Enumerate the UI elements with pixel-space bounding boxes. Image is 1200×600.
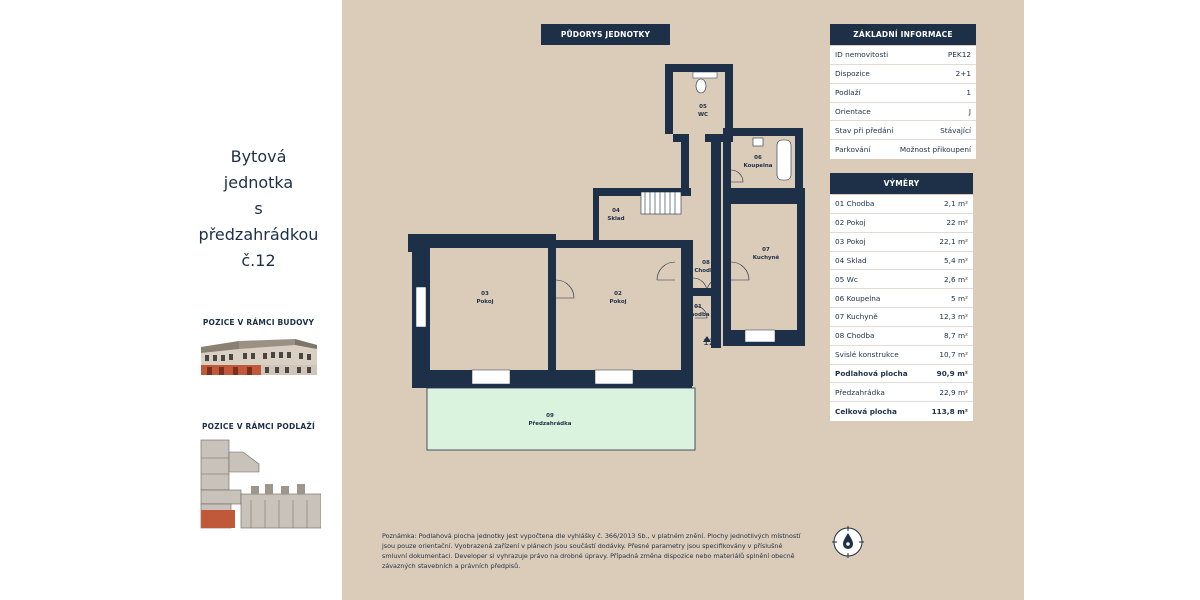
unit-number-label: 12 (703, 338, 715, 348)
row-label: 02 Pokoj (835, 218, 866, 228)
room-04-number: 04 (612, 208, 620, 214)
table-row (830, 233, 973, 252)
table-row (830, 46, 976, 65)
footnote: Poznámka: Podlahová plocha jednotky jest vypočtena dle vyhlášky č. 366/2013 Sb., v platném znění. Plochy jednotlivých místností jsou pouze orientační. Vyobrazená zařízení v plánech jsou součástí dodávky. Přesné parametry jsou specifikovány v příslušné smluvní dokumentaci. Developer si vyhrazuje právo na drobné úpravy. Případná změna dispozice nebo materiálů splnění obecně závazných stavebních a právních předpisů. (382, 532, 801, 570)
table-row (830, 252, 973, 271)
row-value: Stávající (940, 125, 971, 135)
row-value: 113,8 m² (931, 407, 968, 417)
table-row (830, 402, 973, 421)
row-value: 22,1 m² (939, 237, 968, 247)
room-07-name: Kuchyně (752, 255, 780, 261)
unit-title (175, 144, 342, 274)
table-row (830, 214, 973, 233)
row-value: 10,7 m² (939, 350, 968, 360)
row-label: Celková plocha (835, 407, 897, 417)
room-06-name: Koupelna (743, 163, 773, 169)
row-value: 1 (966, 88, 971, 98)
table-row (830, 383, 973, 402)
room-01-number: 01 (694, 304, 702, 310)
row-value: Možnost přikoupení (899, 145, 971, 155)
row-label: Dispozice (835, 69, 870, 79)
row-value: 12,3 m² (939, 312, 968, 322)
table-row (830, 84, 976, 103)
row-label: Stav při předání (835, 125, 894, 135)
room-04-name: Sklad (607, 216, 625, 222)
table-row (830, 308, 973, 327)
unit-title-line: předzahrádkou (198, 225, 319, 244)
row-label: 04 Sklad (835, 255, 867, 265)
unit-title-line: č.12 (241, 251, 276, 270)
basic-info-table (830, 46, 976, 159)
row-value: 22,9 m² (939, 387, 968, 397)
room-08-name: Chodba (694, 268, 718, 274)
row-label: 08 Chodba (835, 331, 875, 341)
row-value: 2,1 m² (944, 199, 968, 209)
room-09-name: Předzahrádka (528, 421, 572, 427)
table-row (830, 289, 973, 308)
position-building-heading: POZICE V RÁMCI BUDOVY (202, 318, 315, 327)
room-02-number: 02 (614, 291, 622, 297)
row-label: 06 Koupelna (835, 293, 881, 303)
row-value: 22 m² (946, 218, 968, 228)
table-row (830, 327, 973, 346)
room-08-number: 08 (702, 260, 710, 266)
row-label: Podlahová plocha (835, 369, 908, 379)
position-floor-heading: POZICE V RÁMCI PODLAŽÍ (201, 422, 315, 431)
row-label: 05 Wc (835, 274, 858, 284)
row-label: ID nemovitosti (835, 50, 889, 60)
floor-plan-drawing (405, 62, 810, 454)
areas-table (830, 195, 973, 421)
room-02-name: Pokoj (609, 299, 627, 305)
areas-heading: VÝMĚRY (830, 173, 973, 194)
room-01-name: Chodba (686, 312, 710, 318)
plan-heading: PŮDORYS JEDNOTKY (541, 24, 670, 45)
building-image (199, 335, 319, 379)
compass-icon (832, 526, 864, 558)
row-label: Parkování (835, 145, 871, 155)
room-09-number: 09 (546, 413, 554, 419)
floor-plan (405, 62, 810, 454)
unit-title-line: s (254, 199, 263, 218)
row-value: 5,4 m² (944, 255, 968, 265)
unit-title-line: Bytová (230, 147, 287, 166)
table-row (830, 346, 973, 365)
room-03-name: Pokoj (476, 299, 494, 305)
table-row (830, 195, 973, 214)
row-label: 03 Pokoj (835, 237, 866, 247)
row-label: 07 Kuchyně (835, 312, 878, 322)
table-row (830, 270, 973, 289)
row-value: J (968, 106, 971, 116)
row-label: 01 Chodba (835, 199, 875, 209)
row-label: Předzahrádka (835, 387, 885, 397)
basic-info-heading: ZÁKLADNÍ INFORMACE (830, 24, 976, 45)
row-value: 8,7 m² (944, 331, 968, 341)
table-row (830, 103, 976, 122)
row-value: 2,6 m² (944, 274, 968, 284)
row-label: Podlaží (835, 88, 861, 98)
row-value: PEK12 (947, 50, 971, 60)
room-05-number: 05 (699, 104, 707, 110)
floor-position-image (199, 438, 321, 530)
row-value: 2+1 (955, 69, 971, 79)
table-row (830, 121, 976, 140)
row-label: Svislé konstrukce (835, 350, 899, 360)
room-07-number: 07 (762, 247, 770, 253)
room-03-number: 03 (481, 291, 489, 297)
row-value: 5 m² (951, 293, 968, 303)
row-value: 90,9 m² (936, 369, 968, 379)
table-row (830, 140, 976, 159)
left-panel (175, 0, 342, 600)
garden-area (427, 388, 695, 450)
row-label: Orientace (835, 106, 871, 116)
table-row (830, 65, 976, 84)
room-05-name: WC (697, 112, 709, 118)
unit-title-line: jednotka (223, 173, 294, 192)
room-06-number: 06 (754, 155, 762, 161)
table-row (830, 365, 973, 384)
